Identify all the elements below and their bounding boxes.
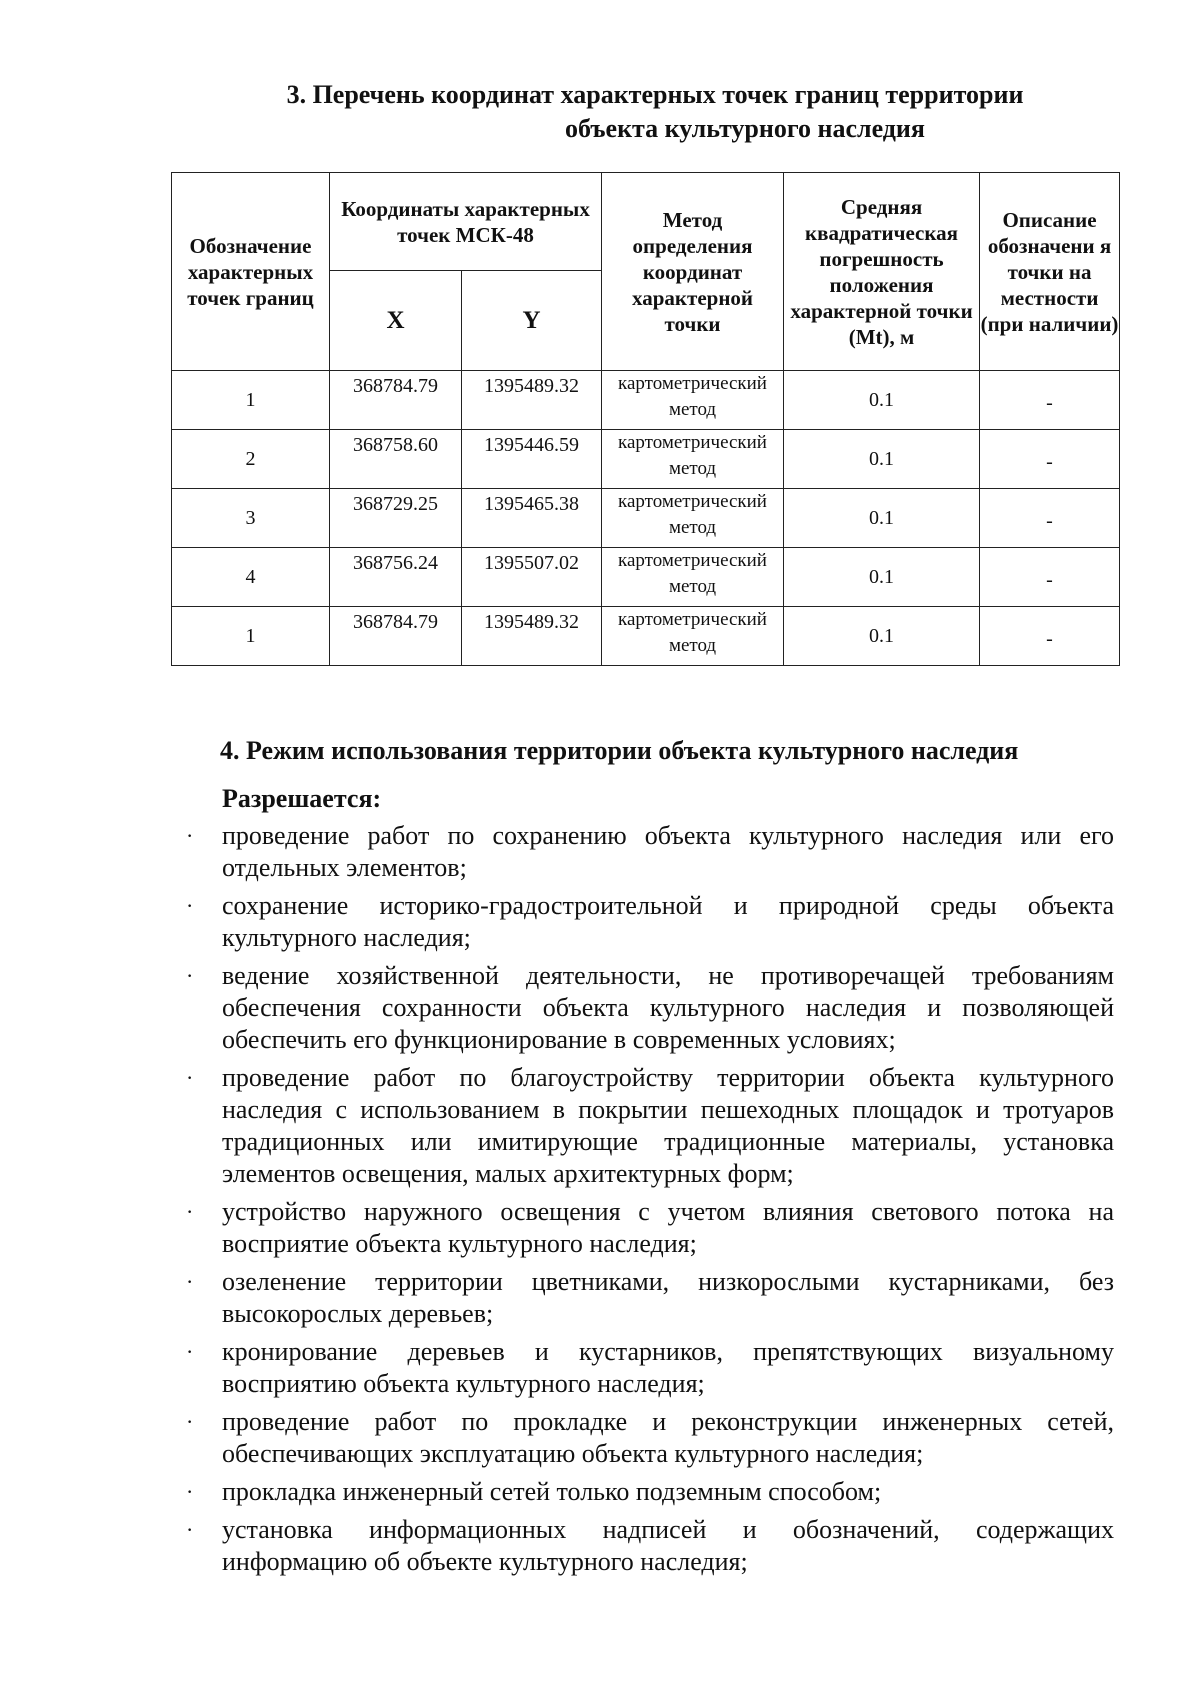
list-item xyxy=(186,1196,1114,1260)
bullet-icon: · xyxy=(186,1199,194,1224)
method: картометрический метод xyxy=(602,548,784,607)
bullet-icon: · xyxy=(186,1339,194,1364)
table-row xyxy=(172,371,1120,430)
section3-title-line2: объекта культурного наследия xyxy=(565,114,925,143)
point-number: 1 xyxy=(172,371,330,430)
header-error: Средняя квадратическая погрешность положения характерной точки (Mt), м xyxy=(784,173,980,371)
list-item-text: прокладка инженерный сетей только подземным способом; xyxy=(222,1477,882,1506)
list-item-text: проведение работ по благоустройству территории объекта культурного наследия с использованием в покрытии пешеходных площадок и тротуаров традиционных или имитирующие традиционные материалы, установка элементов освещения, малых архитектурных форм; xyxy=(222,1063,1114,1188)
list-item xyxy=(186,820,1114,884)
description: - xyxy=(980,607,1120,666)
coord-y: 1395489.32 xyxy=(462,607,602,666)
section3-title-line1: 3. Перечень координат характерных точек границ территории xyxy=(286,80,1024,109)
table-row xyxy=(172,430,1120,489)
list-item xyxy=(186,1514,1114,1578)
point-number: 3 xyxy=(172,489,330,548)
header-coordinates-group: Координаты характерных точек МСК-48 xyxy=(330,173,602,271)
list-item-text: кронирование деревьев и кустарников, препятствующих визуальному восприятию объекта культурного наследия; xyxy=(222,1337,1114,1398)
error-value: 0.1 xyxy=(784,548,980,607)
section3-title xyxy=(0,78,1200,146)
error-value: 0.1 xyxy=(784,489,980,548)
table-row xyxy=(172,607,1120,666)
header-x: X xyxy=(330,271,462,371)
coord-y: 1395465.38 xyxy=(462,489,602,548)
list-item xyxy=(186,1476,1114,1508)
coord-y: 1395446.59 xyxy=(462,430,602,489)
coord-x: 368784.79 xyxy=(330,607,462,666)
method: картометрический метод xyxy=(602,489,784,548)
list-item xyxy=(186,1336,1114,1400)
list-item xyxy=(186,890,1114,954)
list-item-text: озеленение территории цветниками, низкорослыми кустарниками, без высокорослых деревьев; xyxy=(222,1267,1114,1328)
list-item-text: установка информационных надписей и обозначений, содержащих информацию об объекте культурного наследия; xyxy=(222,1515,1114,1576)
bullet-icon: · xyxy=(186,1517,194,1542)
coord-x: 368756.24 xyxy=(330,548,462,607)
section4-heading: 4. Режим использования территории объекта культурного наследия xyxy=(220,736,1019,765)
list-item xyxy=(186,1062,1114,1190)
coord-x: 368758.60 xyxy=(330,430,462,489)
method: картометрический метод xyxy=(602,371,784,430)
coord-x: 368784.79 xyxy=(330,371,462,430)
point-number: 1 xyxy=(172,607,330,666)
point-number: 2 xyxy=(172,430,330,489)
list-item xyxy=(186,1406,1114,1470)
bullet-icon: · xyxy=(186,1269,194,1294)
bullet-icon: · xyxy=(186,963,194,988)
bullet-icon: · xyxy=(186,893,194,918)
header-y: Y xyxy=(462,271,602,371)
list-item xyxy=(186,1266,1114,1330)
coord-y: 1395507.02 xyxy=(462,548,602,607)
error-value: 0.1 xyxy=(784,607,980,666)
list-item-text: ведение хозяйственной деятельности, не противоречащей требованиям обеспечения сохранности объекта культурного наследия и позволяющей обеспечить его функционирование в современных условиях; xyxy=(222,961,1114,1054)
description: - xyxy=(980,430,1120,489)
description: - xyxy=(980,371,1120,430)
header-description: Описание обозначени я точки на местности (при наличии) xyxy=(980,173,1120,371)
bullet-icon: · xyxy=(186,1479,194,1504)
table-row xyxy=(172,548,1120,607)
bullet-icon: · xyxy=(186,1065,194,1090)
header-method: Метод определения координат характерной точки xyxy=(602,173,784,371)
coordinates-table xyxy=(171,172,1120,666)
header-designation: Обозначение характерных точек границ xyxy=(172,173,330,371)
method: картометрический метод xyxy=(602,430,784,489)
coord-y: 1395489.32 xyxy=(462,371,602,430)
bullet-icon: · xyxy=(186,823,194,848)
point-number: 4 xyxy=(172,548,330,607)
error-value: 0.1 xyxy=(784,430,980,489)
method: картометрический метод xyxy=(602,607,784,666)
section4-subheading: Разрешается: xyxy=(222,784,382,813)
description: - xyxy=(980,548,1120,607)
list-item xyxy=(186,960,1114,1056)
list-item-text: сохранение историко-градостроительной и природной среды объекта культурного наследия; xyxy=(222,891,1114,952)
bullet-icon: · xyxy=(186,1409,194,1434)
table-row xyxy=(172,489,1120,548)
allowed-activities-list xyxy=(186,820,1114,1584)
list-item-text: устройство наружного освещения с учетом влияния светового потока на восприятие объекта культурного наследия; xyxy=(222,1197,1114,1258)
error-value: 0.1 xyxy=(784,371,980,430)
list-item-text: проведение работ по сохранению объекта культурного наследия или его отдельных элементов; xyxy=(222,821,1114,882)
coord-x: 368729.25 xyxy=(330,489,462,548)
list-item-text: проведение работ по прокладке и реконструкции инженерных сетей, обеспечивающих эксплуатацию объекта культурного наследия; xyxy=(222,1407,1114,1468)
description: - xyxy=(980,489,1120,548)
